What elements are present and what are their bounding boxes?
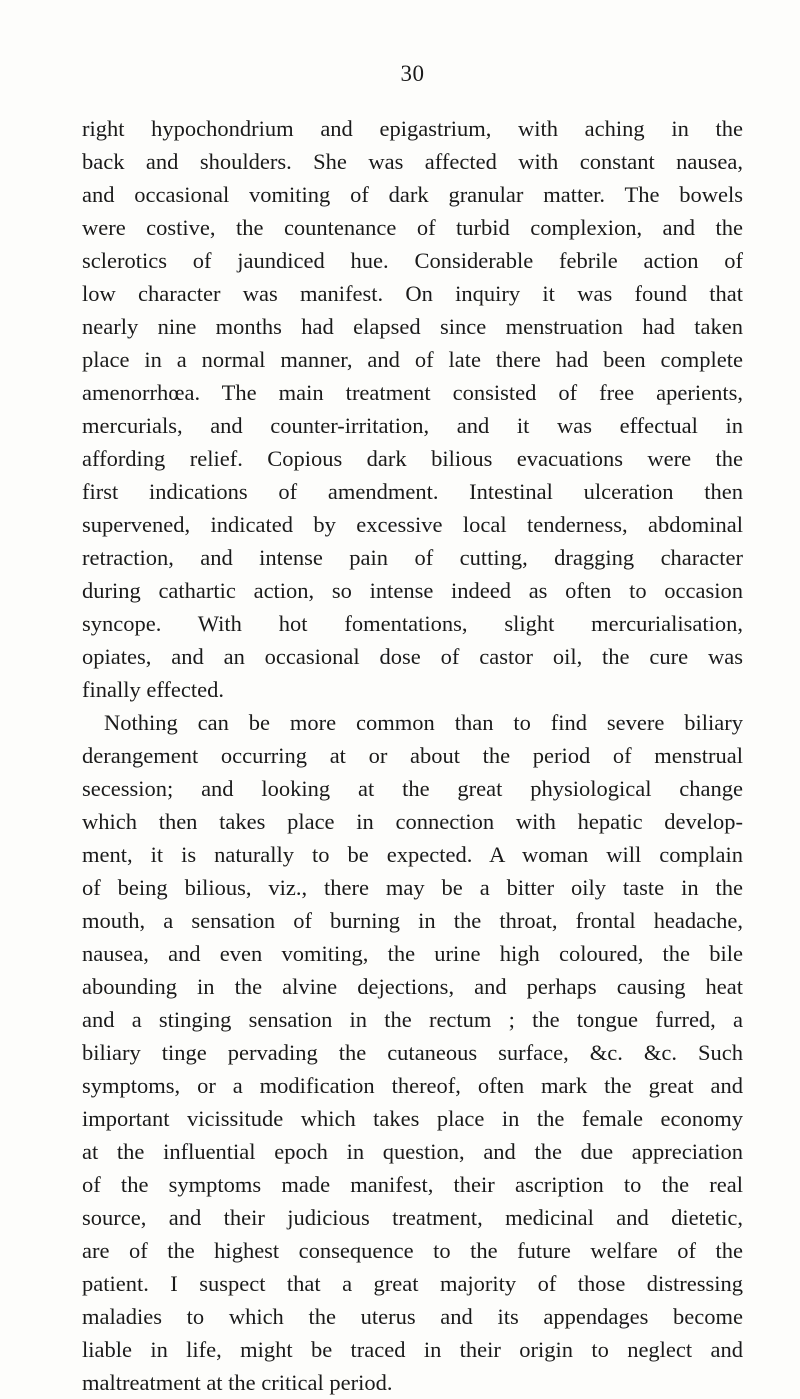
text-line: maltreatment at the critical period. (82, 1370, 393, 1395)
text-line: secession; and looking at the great physiological change (82, 776, 743, 801)
text-line: back and shoulders. She was affected with constant nausea, (82, 149, 743, 174)
text-line: opiates, and an occasional dose of castor oil, the cure was (82, 644, 743, 669)
text-line: patient. I suspect that a great majority of those distressing (82, 1271, 743, 1296)
text-line: Nothing can be more common than to find severe biliary (104, 710, 743, 735)
text-line: mouth, a sensation of burning in the throat, frontal headache, (82, 908, 743, 933)
text-line: are of the highest consequence to the future welfare of the (82, 1238, 743, 1263)
text-line: right hypochondrium and epigastrium, with aching in the (82, 116, 743, 141)
text-line: important vicissitude which takes place in the female economy (82, 1106, 743, 1131)
text-line: and occasional vomiting of dark granular matter. The bowels (82, 182, 743, 207)
page-number: 30 (400, 61, 425, 86)
text-line: sclerotics of jaundiced hue. Considerable febrile action of (82, 248, 743, 273)
text-line: place in a normal manner, and of late there had been complete (82, 347, 743, 372)
text-line: symptoms, or a modification thereof, often mark the great and (82, 1073, 743, 1098)
text-line: were costive, the countenance of turbid complexion, and the (82, 215, 743, 240)
text-line: maladies to which the uterus and its appendages become (82, 1304, 743, 1329)
body-text (82, 112, 743, 1399)
text-line: which then takes place in connection with hepatic develop- (82, 809, 743, 834)
text-line: syncope. With hot fomentations, slight mercurialisation, (82, 611, 743, 636)
text-line: affording relief. Copious dark bilious evacuations were the (82, 446, 743, 471)
text-line: nausea, and even vomiting, the urine high coloured, the bile (82, 941, 743, 966)
text-line: source, and their judicious treatment, medicinal and dietetic, (82, 1205, 743, 1230)
text-line: and a stinging sensation in the rectum ; the tongue furred, a (82, 1007, 743, 1032)
text-line: of being bilious, viz., there may be a bitter oily taste in the (82, 875, 743, 900)
text-line: derangement occurring at or about the period of menstrual (82, 743, 743, 768)
text-line: liable in life, might be traced in their origin to neglect and (82, 1337, 743, 1362)
text-line: biliary tinge pervading the cutaneous surface, &c. &c. Such (82, 1040, 743, 1065)
text-line: supervened, indicated by excessive local tenderness, abdominal (82, 512, 743, 537)
text-line: of the symptoms made manifest, their ascription to the real (82, 1172, 743, 1197)
text-line: abounding in the alvine dejections, and perhaps causing heat (82, 974, 743, 999)
paragraph (82, 706, 743, 1399)
text-line: nearly nine months had elapsed since menstruation had taken (82, 314, 743, 339)
text-line: mercurials, and counter-irritation, and it was effectual in (82, 413, 743, 438)
text-line: during cathartic action, so intense indeed as often to occasion (82, 578, 743, 603)
text-line: ment, it is naturally to be expected. A woman will complain (82, 842, 743, 867)
text-line: retraction, and intense pain of cutting, dragging character (82, 545, 743, 570)
text-line: at the influential epoch in question, and the due appreciation (82, 1139, 743, 1164)
paragraph (82, 112, 743, 706)
text-line: amenorrhœa. The main treatment consisted of free aperients, (82, 380, 743, 405)
text-line: first indications of amendment. Intestinal ulceration then (82, 479, 743, 504)
text-line: finally effected. (82, 677, 225, 702)
text-line: low character was manifest. On inquiry it was found that (82, 281, 743, 306)
book-page (82, 60, 743, 1399)
